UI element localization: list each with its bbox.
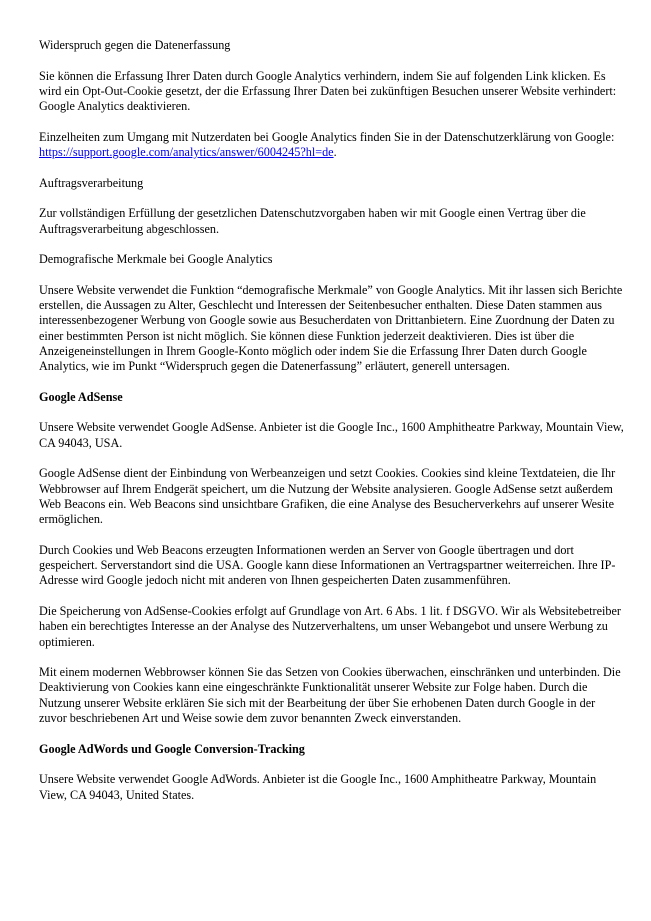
section-heading-auftrag: Auftragsverarbeitung bbox=[39, 175, 144, 190]
paragraph: Die Speicherung von AdSense-Cookies erfolgt auf Grundlage von Art. 6 Abs. 1 lit. f DSGVO. Wir als Websitebetreiber haben ein berechtigtes Interesse an der Analyse des Nutzerverhaltens, um unser Webangebot und unsere Werbung zu optimieren. bbox=[39, 603, 621, 649]
paragraph: Durch Cookies und Web Beacons erzeugten Informationen werden an Server von Google übertragen und dort gespeichert. Serverstandort sind die USA. Google kann diese Informationen an Vertragspartner weiterreichen. Ihre IP-Adresse wird Google jedoch nicht mit anderen von Ihnen gespeicherten Daten zusammenführen. bbox=[39, 542, 616, 588]
paragraph: Unsere Website verwendet Google AdSense. Anbieter ist die Google Inc., 1600 Amphitheatre Parkway, Mountain View, CA 94043, USA. bbox=[39, 420, 624, 450]
paragraph bbox=[39, 130, 625, 161]
paragraph: Google AdSense dient der Einbindung von Werbeanzeigen und setzt Cookies. Cookies sind kleine Textdateien, die Ihr Webbrowser auf Ihrem Endgerät speichert, um die Nutzung der Website analysieren. Google AdSense setzt außerdem Web Beacons ein. Web Beacons sind unsichtbare Grafiken, die eine Analyse des Besucherverkehrs auf unserer Wesite ermöglichen. bbox=[39, 466, 616, 527]
paragraph-text: . bbox=[333, 145, 337, 160]
paragraph: Zur vollständigen Erfüllung der gesetzlichen Datenschutzvorgaben haben wir mit Google einen Vertrag über die Auftragsverarbeitung abgeschlossen. bbox=[39, 206, 586, 236]
section-heading-widerspruch: Widerspruch gegen die Datenerfassung bbox=[39, 38, 231, 52]
document-body bbox=[39, 38, 625, 818]
paragraph: Unsere Website verwendet Google AdWords. Anbieter ist die Google Inc., 1600 Amphitheatre Parkway, Mountain View, CA 94043, United States. bbox=[39, 772, 597, 802]
paragraph: Unsere Website verwendet die Funktion “demografische Merkmale” von Google Analytics. Mit ihr lassen sich Berichte erstellen, die Aussagen zu Alter, Geschlecht und Interessen der Seitenbesucher enthalten. Diese Daten stammen aus interessenbezogener Werbung von Google sowie aus Besucherdaten von Drittanbietern. Eine Zuordnung der Daten zu einer bestimmten Person ist nicht möglich. Sie können diese Funktion jederzeit deaktivieren. Dies ist über die Anzeigeneinstellungen in Ihrem Google-Konto möglich oder indem Sie die Erfassung Ihrer Daten durch Google Analytics, wie im Punkt “Widerspruch gegen die Datenerfassung” erläutert, generell untersagen. bbox=[39, 282, 623, 374]
paragraph: Mit einem modernen Webbrowser können Sie das Setzen von Cookies überwachen, einschränken und unterbinden. Die Deaktivierung von Cookies kann eine eingeschränkte Funktionalität unserer Website zur Folge haben. Durch die Nutzung unserer Website erklären Sie sich mit der Bearbeitung der über Sie erhobenen Daten durch Google in der zuvor beschriebenen Art und Weise sowie dem zuvor benannten Zweck einverstanden. bbox=[39, 665, 621, 726]
section-heading-demografisch: Demografische Merkmale bei Google Analytics bbox=[39, 252, 273, 267]
paragraph: Sie können die Erfassung Ihrer Daten durch Google Analytics verhindern, indem Sie auf folgenden Link klicken. Es wird ein Opt-Out-Cookie gesetzt, der die Erfassung Ihrer Daten bei zukünftigen Besuchen unserer Website verhindert: Google Analytics deaktivieren. bbox=[39, 68, 617, 114]
section-heading-adsense: Google AdSense bbox=[39, 389, 123, 404]
paragraph-text: Einzelheiten zum Umgang mit Nutzerdaten bei Google Analytics finden Sie in der Datenschutzerklärung von Google: bbox=[39, 129, 615, 144]
section-heading-adwords: Google AdWords und Google Conversion-Tracking bbox=[39, 741, 305, 756]
google-analytics-link[interactable]: https://support.google.com/analytics/answer/6004245?hl=de bbox=[39, 145, 334, 160]
